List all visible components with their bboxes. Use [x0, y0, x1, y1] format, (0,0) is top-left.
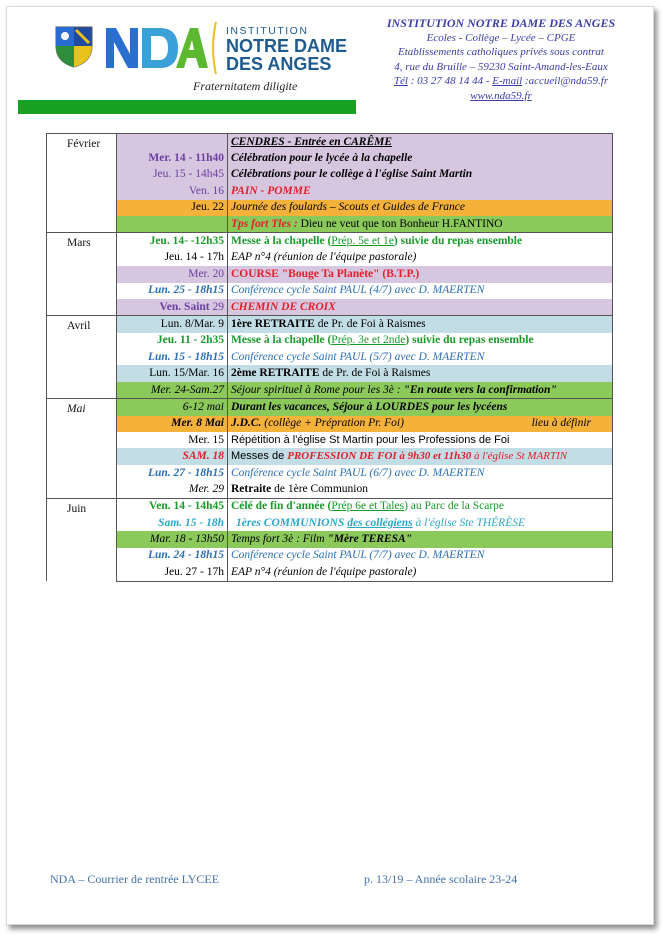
date-cell: Ven. Saint 29	[117, 299, 228, 316]
date-cell: Lun. 24 - 18h15	[117, 548, 228, 564]
event-cell: Temps fort 3è : Film "Mère TERESA"	[228, 531, 613, 547]
date-cell: 6-12 mai	[117, 399, 228, 416]
motto: Fraternitatem diligite	[193, 79, 298, 93]
address-line3: 4, rue du Bruille – 59230 Saint-Amand-les-Eaux	[394, 60, 608, 73]
date-cell: Lun. 27 - 18h15	[117, 465, 228, 481]
institution-logo-text	[226, 25, 347, 73]
table-row	[47, 548, 613, 564]
tel-value: : 03 27 48 14 44 -	[407, 75, 493, 87]
date-cell: Ven. 14 - 14h45	[117, 498, 228, 515]
table-row	[47, 465, 613, 481]
event-cell: Conférence cycle Saint PAUL (6/7) avec D. MAERTEN	[228, 465, 613, 481]
month-mai: Mai	[47, 399, 117, 498]
month-juin: Juin	[47, 498, 117, 581]
date-cell: Ven. 16	[117, 183, 228, 199]
event-cell: Répétition à l'église St Martin pour les Professions de Foi	[228, 432, 613, 448]
event-cell: Retraite de 1ère Communion	[228, 481, 613, 498]
footer-right: p. 13/19 – Année scolaire 23-24	[364, 872, 518, 886]
event-cell: Messes de PROFESSION DE FOI à 9h30 et 11h30 à l'église St MARTIN	[228, 448, 613, 464]
event-cell: EAP n°4 (réunion de l'équipe pastorale)	[228, 564, 613, 581]
institution-name-line1: NOTRE DAME	[226, 36, 347, 56]
tel-label: Tél	[393, 75, 408, 87]
table-row	[47, 416, 613, 432]
table-row	[47, 515, 613, 531]
event-cell: Célébrations pour le collège à l'église Saint Martin	[228, 167, 613, 183]
event-cell: 1ère RETRAITE de Pr. de Foi à Raismes	[228, 316, 613, 333]
date-cell: Jeu. 27 - 17h	[117, 564, 228, 581]
event-cell: EAP n°4 (réunion de l'équipe pastorale)	[228, 250, 613, 266]
month-mars: Mars	[47, 233, 117, 316]
table-row	[47, 481, 613, 498]
date-cell: Jeu. 15 - 14h45	[117, 167, 228, 183]
event-cell: Conférence cycle Saint PAUL (4/7) avec D. MAERTEN	[228, 283, 613, 299]
footer-left: NDA – Courrier de rentrée LYCEE	[50, 872, 220, 886]
contact-line	[372, 74, 630, 89]
event-cell: Conférence cycle Saint PAUL (7/7) avec D. MAERTEN	[228, 548, 613, 564]
date-cell: Jeu. 11 - 2h35	[117, 333, 228, 349]
table-row	[47, 266, 613, 282]
website-link[interactable]: www.nda59.fr	[470, 89, 532, 102]
table-row	[47, 299, 613, 316]
month-avril: Avril	[47, 316, 117, 399]
date-cell: Mer. 15	[117, 432, 228, 448]
date-cell	[117, 134, 228, 151]
event-cell: Journée des foulards – Scouts et Guides de France	[228, 200, 613, 216]
coat-of-arms-icon	[55, 26, 93, 68]
address-line2: Etablissements catholiques privés sous contrat	[398, 46, 604, 58]
table-row	[47, 448, 613, 464]
date-cell: Lun. 15/Mar. 16	[117, 365, 228, 381]
institution-name-line2: DES ANGES	[226, 54, 332, 74]
table-row	[47, 150, 613, 166]
table-row	[47, 183, 613, 199]
date-cell: Mer. 8 Mai	[117, 416, 228, 432]
date-cell	[117, 216, 228, 233]
month-fevrier: Février	[47, 134, 117, 233]
table-row	[47, 167, 613, 183]
table-row	[47, 531, 613, 547]
institution-label: INSTITUTION	[226, 25, 309, 37]
date-cell: Mer. 20	[117, 266, 228, 282]
event-cell: Messe à la chapelle (Prép. 3e et 2nde) suivie du repas ensemble	[228, 333, 613, 349]
date-cell: SAM. 18	[117, 448, 228, 464]
table-row	[47, 216, 613, 233]
table-row	[47, 250, 613, 266]
address-title: INSTITUTION NOTRE DAME DES ANGES	[386, 16, 616, 30]
date-cell: Sam. 15 - 18h	[117, 515, 228, 531]
event-cell: Messe à la chapelle (Prép. 5e et 1e) suivie du repas ensemble	[228, 233, 613, 250]
table-row	[47, 564, 613, 581]
event-cell: PAIN - POMME	[228, 183, 613, 199]
table-row	[47, 333, 613, 349]
date-cell: Lun. 15 - 18h15	[117, 349, 228, 365]
table-row	[47, 349, 613, 365]
date-cell: Mar. 18 - 13h50	[117, 531, 228, 547]
address-block	[372, 16, 630, 103]
table-row	[47, 432, 613, 448]
event-cell: Célé de fin d'année (Prép 6e et Tales) au Parc de la Scarpe	[228, 498, 613, 515]
event-cell: 2ème RETRAITE de Pr. de Foi à Raismes	[228, 365, 613, 381]
event-cell: Séjour spirituel à Rome pour les 3è : "En route vers la confirmation"	[228, 382, 613, 399]
table-row	[47, 399, 613, 416]
event-cell: COURSE "Bouge Ta Planète" (B.T.P.)	[228, 266, 613, 282]
header-green-bar	[18, 100, 356, 114]
table-row	[47, 382, 613, 399]
table-row	[47, 200, 613, 216]
table-row	[47, 134, 613, 151]
event-cell: Célébration pour le lycée à la chapelle	[228, 150, 613, 166]
event-cell: Conférence cycle Saint PAUL (5/7) avec D. MAERTEN	[228, 349, 613, 365]
address-line1: Ecoles - Collège – Lycée – CPGE	[426, 31, 576, 44]
table-row	[47, 233, 613, 250]
date-cell: Mer. 29	[117, 481, 228, 498]
logo-divider	[210, 22, 220, 74]
table-row	[47, 498, 613, 515]
event-cell: CHEMIN DE CROIX	[228, 299, 613, 316]
event-cell: Durant les vacances, Séjour à LOURDES pour les lycéens	[228, 399, 613, 416]
email-link[interactable]: E-mail	[492, 75, 523, 87]
nda-logo	[104, 24, 208, 70]
table-row	[47, 283, 613, 299]
event-cell: 1ères COMMUNIONS des collégiens à l'église Ste THÉRÈSE	[228, 515, 613, 531]
date-cell: Jeu. 14- -12h35	[117, 233, 228, 250]
event-cell: CENDRES - Entrée en CARÊME	[228, 134, 613, 151]
table-row	[47, 316, 613, 333]
calendar-table	[46, 133, 613, 582]
event-cell: J.D.C. (collège + Prépration Pr. Foi) lieu à définir	[228, 416, 613, 432]
email-value: :accueil@nda59.fr	[522, 75, 609, 87]
date-cell: Mer. 14 - 11h40	[117, 150, 228, 166]
date-cell: Jeu. 14 - 17h	[117, 250, 228, 266]
table-row	[47, 365, 613, 381]
date-cell: Jeu. 22	[117, 200, 228, 216]
date-cell: Lun. 8/Mar. 9	[117, 316, 228, 333]
date-cell: Mer. 24-Sam.27	[117, 382, 228, 399]
event-cell: Tps fort Tles : Dieu ne veut que ton Bonheur H.FANTINO	[228, 216, 613, 233]
date-cell: Lun. 25 - 18h15	[117, 283, 228, 299]
